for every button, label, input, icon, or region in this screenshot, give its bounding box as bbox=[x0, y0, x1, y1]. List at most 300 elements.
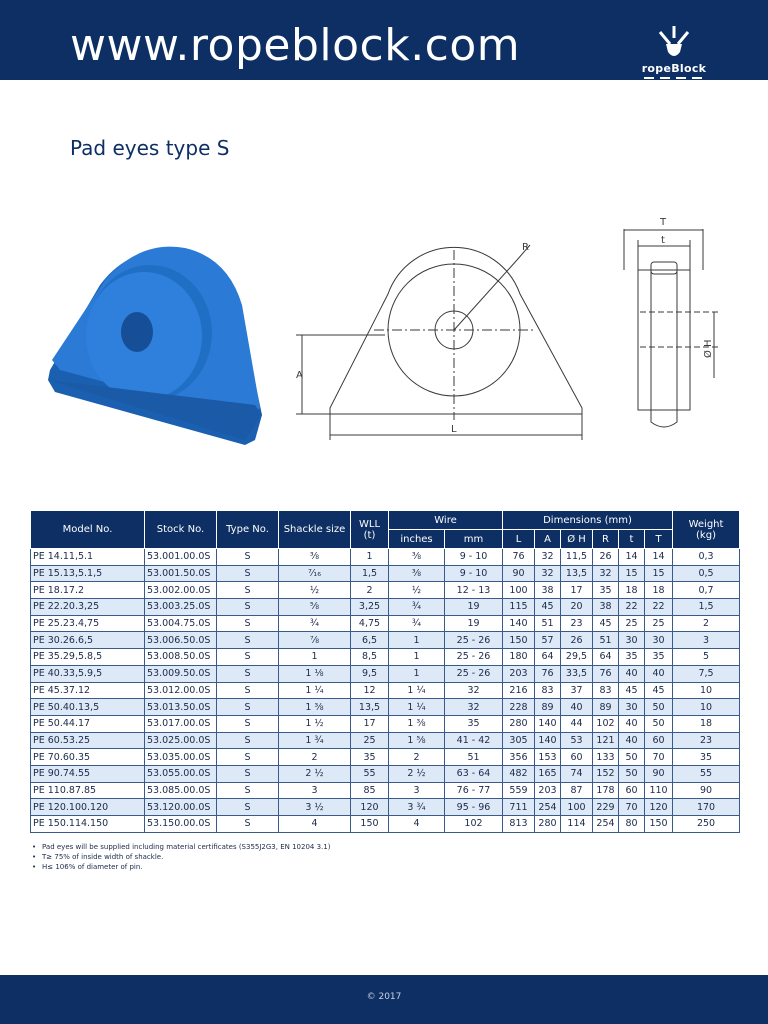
table-cell: ¾ bbox=[389, 599, 445, 616]
table-cell: 40 bbox=[619, 665, 645, 682]
table-cell: 30 bbox=[619, 632, 645, 649]
table-cell: 45 bbox=[535, 599, 561, 616]
table-cell: 90 bbox=[673, 782, 740, 799]
table-cell: 25 - 26 bbox=[445, 632, 503, 649]
table-cell: 40 bbox=[645, 665, 673, 682]
table-cell: 29,5 bbox=[561, 649, 593, 666]
pad-eye-3d-render bbox=[48, 247, 262, 445]
table-cell: S bbox=[217, 799, 279, 816]
table-cell: 50 bbox=[619, 765, 645, 782]
table-row bbox=[31, 782, 740, 799]
table-row bbox=[31, 749, 740, 766]
table-cell: 100 bbox=[561, 799, 593, 816]
table-cell: 2 bbox=[673, 615, 740, 632]
table-cell: 102 bbox=[445, 816, 503, 833]
table-cell: 53.017.00.0S bbox=[145, 715, 217, 732]
label-A: A bbox=[296, 370, 303, 381]
table-cell: PE 25.23.4,75 bbox=[31, 615, 145, 632]
table-row bbox=[31, 615, 740, 632]
table-row bbox=[31, 632, 740, 649]
table-cell: 813 bbox=[503, 816, 535, 833]
table-cell: 50 bbox=[645, 715, 673, 732]
table-cell: PE 14.11,5.1 bbox=[31, 549, 145, 566]
table-cell: PE 150.114.150 bbox=[31, 816, 145, 833]
table-cell: 3 bbox=[279, 782, 351, 799]
table-cell: PE 120.100.120 bbox=[31, 799, 145, 816]
table-cell: S bbox=[217, 599, 279, 616]
side-view-drawing bbox=[624, 229, 720, 427]
table-cell: 50 bbox=[619, 749, 645, 766]
table-cell: 17 bbox=[351, 715, 389, 732]
table-cell: 30 bbox=[645, 632, 673, 649]
table-cell: 76 bbox=[503, 549, 535, 566]
table-cell: 15 bbox=[645, 565, 673, 582]
table-row bbox=[31, 682, 740, 699]
header-mm: mm bbox=[445, 530, 503, 549]
table-cell: 83 bbox=[593, 682, 619, 699]
table-cell: 3,25 bbox=[351, 599, 389, 616]
header-wll bbox=[351, 511, 389, 549]
header-H: Ø H bbox=[561, 530, 593, 549]
table-cell: 20 bbox=[561, 599, 593, 616]
table-cell: ¾ bbox=[389, 615, 445, 632]
table-cell: 4 bbox=[389, 816, 445, 833]
table-cell: 89 bbox=[535, 699, 561, 716]
table-cell: 0,5 bbox=[673, 565, 740, 582]
table-cell: PE 90.74.55 bbox=[31, 765, 145, 782]
specification-table bbox=[30, 510, 740, 833]
table-cell: 102 bbox=[593, 715, 619, 732]
table-cell: 2 bbox=[389, 749, 445, 766]
table-cell: 250 bbox=[673, 816, 740, 833]
table-cell: 22 bbox=[645, 599, 673, 616]
table-cell: 2 ½ bbox=[389, 765, 445, 782]
table-cell: 53.004.75.0S bbox=[145, 615, 217, 632]
table-cell: 150 bbox=[503, 632, 535, 649]
table-cell: S bbox=[217, 582, 279, 599]
table-cell: 13,5 bbox=[561, 565, 593, 582]
table-cell: 1 bbox=[389, 632, 445, 649]
table-cell: 4 bbox=[279, 816, 351, 833]
table-cell: 32 bbox=[535, 549, 561, 566]
table-cell: S bbox=[217, 715, 279, 732]
table-cell: 153 bbox=[535, 749, 561, 766]
table-cell: S bbox=[217, 665, 279, 682]
table-cell: 53.055.00.0S bbox=[145, 765, 217, 782]
table-cell: PE 70.60.35 bbox=[31, 749, 145, 766]
copyright: © 2017 bbox=[366, 992, 402, 1002]
table-cell: 53.012.00.0S bbox=[145, 682, 217, 699]
table-cell: 15 bbox=[619, 565, 645, 582]
table-cell: 60 bbox=[645, 732, 673, 749]
table-cell: 26 bbox=[561, 632, 593, 649]
table-cell: PE 22.20.3,25 bbox=[31, 599, 145, 616]
table-cell: 83 bbox=[535, 682, 561, 699]
table-cell: 60 bbox=[619, 782, 645, 799]
table-cell: 165 bbox=[535, 765, 561, 782]
table-cell: 57 bbox=[535, 632, 561, 649]
table-cell: 85 bbox=[351, 782, 389, 799]
table-cell: 35 bbox=[351, 749, 389, 766]
table-cell: 133 bbox=[593, 749, 619, 766]
table-cell: 53.009.50.0S bbox=[145, 665, 217, 682]
table-cell: 53.025.00.0S bbox=[145, 732, 217, 749]
logo-dashes bbox=[636, 76, 712, 82]
table-cell: 45 bbox=[619, 682, 645, 699]
table-cell: 4,75 bbox=[351, 615, 389, 632]
table-cell: 280 bbox=[503, 715, 535, 732]
header-A: A bbox=[535, 530, 561, 549]
table-cell: 60 bbox=[561, 749, 593, 766]
table-cell: 40 bbox=[561, 699, 593, 716]
table-cell: 3 ¾ bbox=[389, 799, 445, 816]
table-cell: 90 bbox=[503, 565, 535, 582]
table-row bbox=[31, 649, 740, 666]
table-cell: 80 bbox=[619, 816, 645, 833]
table-cell: 55 bbox=[351, 765, 389, 782]
table-row bbox=[31, 582, 740, 599]
table-cell: 25 bbox=[619, 615, 645, 632]
table-cell: 229 bbox=[593, 799, 619, 816]
table-cell: 51 bbox=[593, 632, 619, 649]
table-cell: 17 bbox=[561, 582, 593, 599]
header-t: t bbox=[619, 530, 645, 549]
table-cell: ⅞ bbox=[279, 632, 351, 649]
header-wll-unit: (t) bbox=[363, 529, 376, 541]
header-wll-label: WLL bbox=[358, 518, 381, 530]
header-weight-unit: (kg) bbox=[696, 529, 716, 541]
table-cell: S bbox=[217, 565, 279, 582]
table-cell: 0,3 bbox=[673, 549, 740, 566]
table-cell: S bbox=[217, 649, 279, 666]
table-cell: 87 bbox=[561, 782, 593, 799]
table-cell: 14 bbox=[645, 549, 673, 566]
table-cell: 70 bbox=[645, 749, 673, 766]
table-cell: 1 ¼ bbox=[389, 699, 445, 716]
table-cell: 1,5 bbox=[351, 565, 389, 582]
table-cell: 1,5 bbox=[673, 599, 740, 616]
table-cell: ⁷⁄₁₆ bbox=[279, 565, 351, 582]
table-cell: 50 bbox=[645, 699, 673, 716]
table-cell: 3 bbox=[389, 782, 445, 799]
table-cell: 228 bbox=[503, 699, 535, 716]
header-wire: Wire bbox=[389, 511, 503, 530]
table-cell: ⅜ bbox=[389, 565, 445, 582]
table-cell: S bbox=[217, 732, 279, 749]
table-cell: 10 bbox=[673, 682, 740, 699]
table-cell: 150 bbox=[645, 816, 673, 833]
table-cell: ½ bbox=[279, 582, 351, 599]
table-cell: 76 - 77 bbox=[445, 782, 503, 799]
header-L: L bbox=[503, 530, 535, 549]
table-cell: 1 ⅜ bbox=[389, 715, 445, 732]
table-cell: 120 bbox=[351, 799, 389, 816]
label-t: t bbox=[661, 235, 665, 246]
table-cell: 53.150.00.0S bbox=[145, 816, 217, 833]
table-cell: 18 bbox=[673, 715, 740, 732]
table-cell: 9 - 10 bbox=[445, 549, 503, 566]
table-cell: 711 bbox=[503, 799, 535, 816]
table-row bbox=[31, 816, 740, 833]
table-cell: 9,5 bbox=[351, 665, 389, 682]
table-row bbox=[31, 549, 740, 566]
header-type-no: Type No. bbox=[217, 511, 279, 549]
table-cell: 140 bbox=[535, 732, 561, 749]
table-cell: 63 - 64 bbox=[445, 765, 503, 782]
specification-table-wrapper bbox=[30, 510, 739, 833]
label-R: R bbox=[522, 242, 529, 253]
table-cell: PE 15.13,5.1,5 bbox=[31, 565, 145, 582]
table-cell: PE 110.87.85 bbox=[31, 782, 145, 799]
table-cell: 7,5 bbox=[673, 665, 740, 682]
table-cell: 18 bbox=[619, 582, 645, 599]
table-cell: 140 bbox=[535, 715, 561, 732]
table-cell: 90 bbox=[645, 765, 673, 782]
note-item: • H≤ 106% of diameter of pin. bbox=[32, 863, 143, 871]
table-cell: 32 bbox=[445, 682, 503, 699]
table-cell: 8,5 bbox=[351, 649, 389, 666]
table-cell: 37 bbox=[561, 682, 593, 699]
table-cell: 280 bbox=[535, 816, 561, 833]
table-cell: 53 bbox=[561, 732, 593, 749]
table-cell: 35 bbox=[619, 649, 645, 666]
table-cell: 53.120.00.0S bbox=[145, 799, 217, 816]
table-cell: 38 bbox=[535, 582, 561, 599]
table-cell: 6,5 bbox=[351, 632, 389, 649]
table-cell: 114 bbox=[561, 816, 593, 833]
table-cell: 178 bbox=[593, 782, 619, 799]
logo-text: ropeBlock bbox=[641, 62, 707, 75]
table-cell: ⅜ bbox=[279, 549, 351, 566]
table-row bbox=[31, 765, 740, 782]
notes-list bbox=[32, 842, 330, 872]
table-cell: 13,5 bbox=[351, 699, 389, 716]
table-cell: 254 bbox=[535, 799, 561, 816]
table-cell: PE 40.33,5.9,5 bbox=[31, 665, 145, 682]
table-cell: S bbox=[217, 615, 279, 632]
table-cell: 53.035.00.0S bbox=[145, 749, 217, 766]
table-cell: 33,5 bbox=[561, 665, 593, 682]
table-cell: 1 ⅝ bbox=[389, 732, 445, 749]
table-cell: 25 - 26 bbox=[445, 665, 503, 682]
technical-drawings bbox=[0, 200, 768, 460]
table-cell: 53.008.50.0S bbox=[145, 649, 217, 666]
table-cell: 140 bbox=[503, 615, 535, 632]
table-cell: 150 bbox=[351, 816, 389, 833]
table-cell: 45 bbox=[645, 682, 673, 699]
table-cell: 170 bbox=[673, 799, 740, 816]
table-cell: S bbox=[217, 782, 279, 799]
table-row bbox=[31, 732, 740, 749]
table-cell: PE 30.26.6,5 bbox=[31, 632, 145, 649]
header-model-no: Model No. bbox=[31, 511, 145, 549]
note-item: • T≥ 75% of inside width of shackle. bbox=[32, 853, 164, 861]
site-url[interactable]: www.ropeblock.com bbox=[70, 20, 521, 71]
table-cell: 559 bbox=[503, 782, 535, 799]
label-diameter-H: Ø H bbox=[703, 339, 714, 358]
table-row bbox=[31, 699, 740, 716]
table-cell: 32 bbox=[593, 565, 619, 582]
table-cell: 152 bbox=[593, 765, 619, 782]
table-cell: S bbox=[217, 632, 279, 649]
table-cell: 76 bbox=[535, 665, 561, 682]
table-cell: 0,7 bbox=[673, 582, 740, 599]
table-cell: 1 bbox=[279, 649, 351, 666]
table-cell: S bbox=[217, 816, 279, 833]
header-T: T bbox=[645, 530, 673, 549]
header-bar bbox=[0, 0, 768, 80]
table-cell: 74 bbox=[561, 765, 593, 782]
table-cell: 1 ¼ bbox=[389, 682, 445, 699]
table-cell: 35 bbox=[593, 582, 619, 599]
table-cell: S bbox=[217, 749, 279, 766]
table-cell: ⅜ bbox=[389, 549, 445, 566]
table-cell: 203 bbox=[503, 665, 535, 682]
table-cell: 30 bbox=[619, 699, 645, 716]
table-cell: 40 bbox=[619, 715, 645, 732]
table-cell: 115 bbox=[503, 599, 535, 616]
table-row bbox=[31, 665, 740, 682]
table-cell: 45 bbox=[593, 615, 619, 632]
label-T: T bbox=[660, 217, 667, 228]
table-cell: 51 bbox=[445, 749, 503, 766]
table-row bbox=[31, 715, 740, 732]
header-weight bbox=[673, 511, 740, 549]
table-cell: 35 bbox=[645, 649, 673, 666]
table-cell: S bbox=[217, 682, 279, 699]
table-cell: 482 bbox=[503, 765, 535, 782]
table-cell: 1 ¼ bbox=[279, 682, 351, 699]
table-cell: 121 bbox=[593, 732, 619, 749]
note-text: Pad eyes will be supplied including material certificates (S355J2G3, EN 10204 3.1) bbox=[42, 843, 331, 851]
hook-icon bbox=[636, 24, 712, 64]
note-text: H≤ 106% of diameter of pin. bbox=[42, 863, 143, 871]
header-stock-no: Stock No. bbox=[145, 511, 217, 549]
table-cell: 14 bbox=[619, 549, 645, 566]
table-cell: 110 bbox=[645, 782, 673, 799]
table-cell: 53.006.50.0S bbox=[145, 632, 217, 649]
table-cell: 180 bbox=[503, 649, 535, 666]
table-cell: 12 - 13 bbox=[445, 582, 503, 599]
table-cell: 100 bbox=[503, 582, 535, 599]
table-cell: ½ bbox=[389, 582, 445, 599]
table-cell: 356 bbox=[503, 749, 535, 766]
header-dimensions: Dimensions (mm) bbox=[503, 511, 673, 530]
label-L: L bbox=[451, 424, 457, 435]
note-text: T≥ 75% of inside width of shackle. bbox=[42, 853, 164, 861]
table-cell: 9 - 10 bbox=[445, 565, 503, 582]
table-cell: 3 ½ bbox=[279, 799, 351, 816]
table-cell: 5 bbox=[673, 649, 740, 666]
table-cell: PE 18.17.2 bbox=[31, 582, 145, 599]
table-cell: 70 bbox=[619, 799, 645, 816]
table-cell: 1 ¾ bbox=[279, 732, 351, 749]
table-cell: ⅝ bbox=[279, 599, 351, 616]
table-cell: 23 bbox=[561, 615, 593, 632]
table-cell: 55 bbox=[673, 765, 740, 782]
table-cell: 95 - 96 bbox=[445, 799, 503, 816]
table-body bbox=[31, 549, 740, 833]
table-cell: 64 bbox=[593, 649, 619, 666]
table-cell: 12 bbox=[351, 682, 389, 699]
table-cell: 35 bbox=[445, 715, 503, 732]
table-cell: 1 ½ bbox=[279, 715, 351, 732]
table-cell: 18 bbox=[645, 582, 673, 599]
table-cell: 53.003.25.0S bbox=[145, 599, 217, 616]
table-cell: 11,5 bbox=[561, 549, 593, 566]
table-cell: 51 bbox=[535, 615, 561, 632]
table-cell: 1 ⅜ bbox=[279, 699, 351, 716]
table-cell: 32 bbox=[535, 565, 561, 582]
table-cell: 44 bbox=[561, 715, 593, 732]
table-cell: ¾ bbox=[279, 615, 351, 632]
table-cell: 26 bbox=[593, 549, 619, 566]
table-cell: 10 bbox=[673, 699, 740, 716]
table-cell: S bbox=[217, 549, 279, 566]
note-item: • Pad eyes will be supplied including material certificates (S355J2G3, EN 10204 3.1) bbox=[32, 843, 331, 851]
table-row bbox=[31, 599, 740, 616]
table-cell: 305 bbox=[503, 732, 535, 749]
table-cell: S bbox=[217, 765, 279, 782]
header-shackle-size: Shackle size bbox=[279, 511, 351, 549]
ropeblock-logo[interactable] bbox=[636, 24, 712, 80]
table-cell: 2 bbox=[351, 582, 389, 599]
footer-bar bbox=[0, 975, 768, 1024]
header-R: R bbox=[593, 530, 619, 549]
table-row bbox=[31, 565, 740, 582]
table-cell: 25 bbox=[645, 615, 673, 632]
table-cell: 25 - 26 bbox=[445, 649, 503, 666]
page-title: Pad eyes type S bbox=[70, 136, 230, 160]
table-cell: PE 45.37.12 bbox=[31, 682, 145, 699]
table-cell: 203 bbox=[535, 782, 561, 799]
table-cell: 53.002.00.0S bbox=[145, 582, 217, 599]
table-cell: 19 bbox=[445, 599, 503, 616]
table-cell: 3 bbox=[673, 632, 740, 649]
table-cell: 1 bbox=[389, 649, 445, 666]
table-cell: PE 35.29,5.8,5 bbox=[31, 649, 145, 666]
table-row bbox=[31, 799, 740, 816]
table-cell: 1 bbox=[389, 665, 445, 682]
table-cell: 53.001.00.0S bbox=[145, 549, 217, 566]
table-cell: 19 bbox=[445, 615, 503, 632]
table-cell: 38 bbox=[593, 599, 619, 616]
table-cell: 32 bbox=[445, 699, 503, 716]
table-cell: 216 bbox=[503, 682, 535, 699]
table-cell: 2 bbox=[279, 749, 351, 766]
table-cell: 53.085.00.0S bbox=[145, 782, 217, 799]
table-cell: 35 bbox=[673, 749, 740, 766]
table-cell: 120 bbox=[645, 799, 673, 816]
table-cell: 53.001.50.0S bbox=[145, 565, 217, 582]
table-cell: 1 ⅛ bbox=[279, 665, 351, 682]
table-cell: 25 bbox=[351, 732, 389, 749]
table-cell: 2 ½ bbox=[279, 765, 351, 782]
table-cell: 64 bbox=[535, 649, 561, 666]
table-cell: 254 bbox=[593, 816, 619, 833]
table-cell: 22 bbox=[619, 599, 645, 616]
header-inches: inches bbox=[389, 530, 445, 549]
table-cell: PE 50.44.17 bbox=[31, 715, 145, 732]
table-cell: S bbox=[217, 699, 279, 716]
table-cell: 40 bbox=[619, 732, 645, 749]
table-cell: 89 bbox=[593, 699, 619, 716]
table-cell: 1 bbox=[351, 549, 389, 566]
table-cell: 76 bbox=[593, 665, 619, 682]
header-weight-label: Weight bbox=[688, 518, 724, 530]
table-cell: PE 50.40.13,5 bbox=[31, 699, 145, 716]
table-cell: 41 - 42 bbox=[445, 732, 503, 749]
